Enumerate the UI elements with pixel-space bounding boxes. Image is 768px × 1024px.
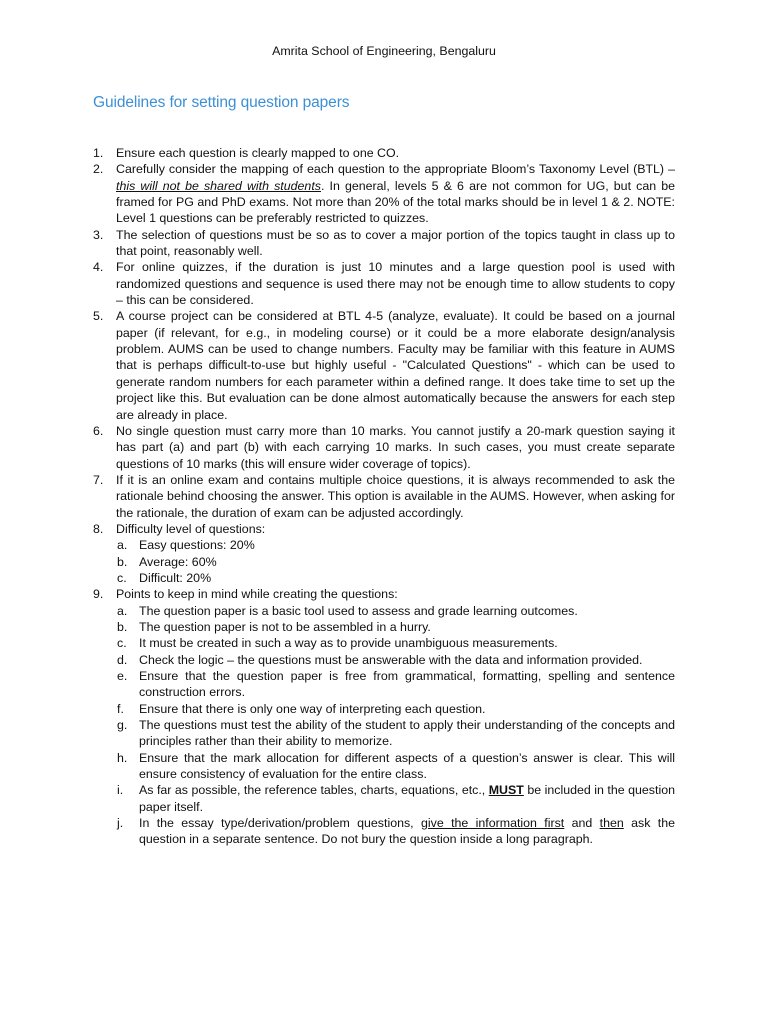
text-segment: Ensure that the question paper is free from grammatical, formatting, spelling and sentence construction errors. [139, 669, 675, 700]
sub-item-text [139, 635, 675, 651]
sub-item-text [139, 782, 675, 815]
sub-item [93, 701, 675, 717]
text-segment: Ensure that there is only one way of interpreting each question. [139, 701, 486, 716]
sub-item [93, 537, 675, 553]
text-segment: The question paper is a basic tool used to assess and grade learning outcomes. [139, 603, 578, 618]
sub-item-letter: g. [117, 718, 128, 733]
text-segment: ask the question in a separate sentence. Do not bury the question inside a long paragraph. [139, 816, 675, 847]
guideline-item [93, 423, 675, 472]
sub-item-text [139, 668, 675, 701]
item-text [116, 521, 675, 537]
text-segment: As far as possible, the reference tables, charts, equations, etc., [139, 783, 489, 798]
emphasis-text: then [599, 816, 624, 831]
sub-item-text [139, 701, 675, 717]
item-text [116, 145, 675, 161]
sub-item [93, 815, 675, 848]
guideline-item [93, 227, 675, 260]
text-segment: The questions must test the ability of the student to apply their understanding of the concepts and principles rather than their ability to memorize. [139, 718, 675, 749]
sub-item [93, 652, 675, 668]
guidelines-list [93, 145, 675, 848]
text-segment: It must be created in such a way as to provide unambiguous measurements. [139, 636, 558, 651]
item-text [116, 423, 675, 472]
item-text [116, 472, 675, 521]
guideline-item [93, 586, 675, 602]
emphasis-text: MUST [488, 783, 524, 798]
text-segment: The selection of questions must be so as to cover a major portion of the topics taught in class up to that point, reasonably well. [116, 227, 675, 259]
guideline-item [93, 308, 675, 422]
sub-item [93, 554, 675, 570]
text-segment: Points to keep in mind while creating the questions: [116, 587, 398, 602]
text-segment: Difficult: 20% [139, 570, 212, 585]
sub-item [93, 717, 675, 750]
sub-item-text [139, 717, 675, 750]
text-segment: For online quizzes, if the duration is just 10 minutes and a large question pool is used with randomized questions and sequence is used there may not be enough time to allow students to copy – this can be considered. [116, 260, 675, 308]
text-segment: No single question must carry more than 10 marks. You cannot justify a 20-mark question saying it has part (a) and part (b) with each carrying 10 marks. In such cases, you must create separate questions of 10 marks (this will ensure wider coverage of topics). [116, 423, 675, 471]
sub-item [93, 570, 675, 586]
emphasis-text: this will not be shared with students [116, 178, 321, 193]
sub-item-letter: c. [117, 570, 127, 585]
sub-item [93, 603, 675, 619]
sub-item-text [139, 603, 675, 619]
item-text [116, 227, 675, 260]
sub-item-letter: j. [117, 816, 124, 831]
text-segment: . In general, levels 5 & 6 are not common for UG, but can be framed for PG and PhD exams. Not more than 20% of the total marks should be in level 1 & 2. NOTE: Level 1 questions can be preferably restricted to quizzes. [116, 178, 675, 226]
text-segment: Ensure that the mark allocation for different aspects of a question’s answer is clear. This will ensure consistency of evaluation for the entire class. [139, 750, 675, 782]
sub-item [93, 635, 675, 651]
text-segment: A course project can be considered at BTL 4-5 (analyze, evaluate). It could be based on a journal paper (if relevant, for e.g., in modeling course) or it could be a more elaborate design/analysis problem. AUMS can be used to change numbers. Faculty may be familiar with this feature in AUMS that is perhaps difficult-to-use but highly useful - "Calculated Questions" - which can be used to generate random numbers for each parameter within a defined range. It does take time to set up the project like this. But evaluation can be done almost automatically because the answers for each step are already in place. [116, 309, 675, 422]
text-segment: The question paper is not to be assembled in a hurry. [139, 619, 431, 634]
document-title: Guidelines for setting question papers [93, 94, 350, 111]
sub-item-letter: i. [117, 783, 124, 798]
sub-item-letter: d. [117, 652, 128, 667]
sub-item-text [139, 537, 675, 553]
sub-item-letter: e. [117, 669, 128, 683]
item-number: 4. [93, 260, 104, 275]
sub-item-letter: a. [117, 538, 128, 553]
item-number: 7. [93, 472, 104, 487]
sub-item-letter: h. [117, 750, 128, 765]
emphasis-text: give the information first [420, 816, 565, 831]
sub-item [93, 619, 675, 635]
sub-item [93, 668, 675, 701]
sub-item [93, 782, 675, 815]
sub-item-letter: f. [117, 701, 124, 716]
guideline-item [93, 145, 675, 161]
guideline-item [93, 259, 675, 308]
sub-item-text [139, 750, 675, 783]
text-segment: Carefully consider the mapping of each question to the appropriate Bloom’s Taxonomy Level (BTL) – [116, 162, 675, 177]
item-number: 3. [93, 227, 104, 242]
sub-item-letter: a. [117, 603, 128, 618]
guideline-item [93, 161, 675, 226]
item-number: 6. [93, 423, 104, 438]
item-number: 2. [93, 162, 104, 177]
text-segment: Average: 60% [139, 554, 217, 569]
sub-item [93, 750, 675, 783]
text-segment: Difficulty level of questions: [116, 521, 266, 536]
sub-item-text [139, 619, 675, 635]
guideline-item [93, 521, 675, 537]
item-text [116, 586, 675, 602]
item-number: 1. [93, 146, 104, 160]
text-segment: If it is an online exam and contains multiple choice questions, it is always recommended to ask the rationale behind choosing the answer. This option is available in the AUMS. However, when asking for the rationale, the duration of exam can be adjusted accordingly. [116, 472, 675, 520]
item-number: 9. [93, 587, 104, 602]
item-text [116, 259, 675, 308]
item-text [116, 161, 675, 226]
item-number: 8. [93, 521, 104, 536]
sub-item-text [139, 652, 675, 668]
sub-item-letter: b. [117, 554, 128, 569]
sub-item-text [139, 815, 675, 848]
text-segment: In the essay type/derivation/problem questions, [139, 816, 421, 831]
sub-item-letter: c. [117, 636, 127, 651]
sub-item-text [139, 570, 675, 586]
sub-item-letter: b. [117, 619, 128, 634]
sub-item-text [139, 554, 675, 570]
text-segment: and [564, 816, 600, 831]
text-segment: be included in the question paper itself. [139, 783, 675, 814]
item-number: 5. [93, 309, 104, 324]
page-header: Amrita School of Engineering, Bengaluru [272, 44, 496, 58]
text-segment: Ensure each question is clearly mapped to one CO. [116, 146, 400, 160]
text-segment: Easy questions: 20% [139, 538, 255, 553]
text-segment: Check the logic – the questions must be answerable with the data and information provided. [139, 652, 643, 667]
item-text [116, 308, 675, 422]
guideline-item [93, 472, 675, 521]
